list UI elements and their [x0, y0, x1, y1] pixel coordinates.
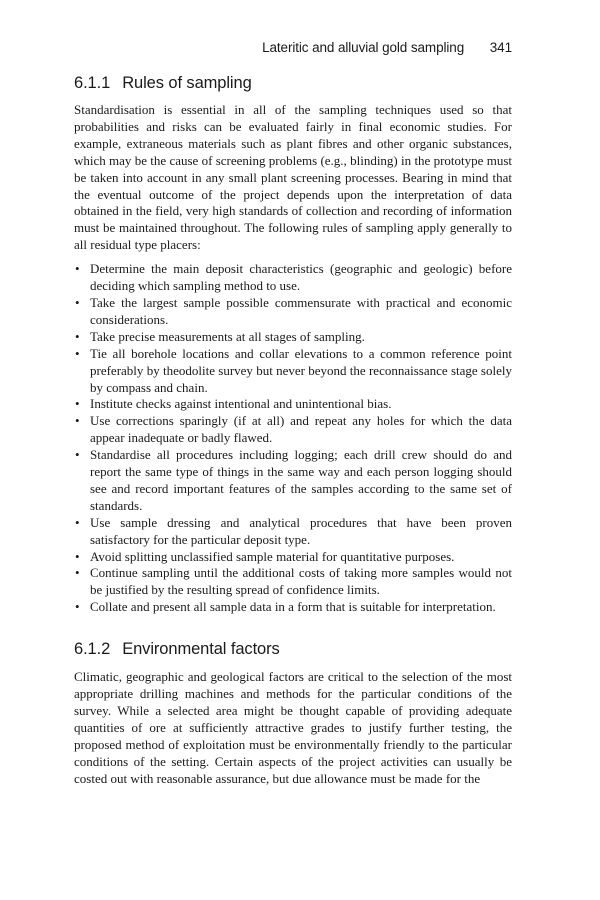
rule-text: Use sample dressing and analytical procedures that have been proven satisfactory for the particular deposit type. [90, 514, 512, 547]
bullet-icon: • [75, 261, 80, 277]
section-number: 6.1.2 [74, 640, 111, 659]
rule-item [74, 346, 512, 397]
bullet-icon: • [75, 548, 80, 564]
bullet-icon: • [75, 345, 80, 361]
bullet-icon: • [75, 514, 80, 530]
rule-item [74, 515, 512, 549]
page-content [74, 72, 512, 788]
bullet-icon: • [75, 413, 80, 429]
bullet-icon: • [75, 328, 80, 344]
rule-item [74, 261, 512, 295]
section-number: 6.1.1 [74, 74, 111, 92]
section-title: Environmental factors [122, 640, 280, 659]
rule-text: Use corrections sparingly (if at all) and repeat any holes for which the data appear inadequate or badly flawed. [90, 413, 512, 446]
rule-text: Institute checks against intentional and unintentional bias. [90, 396, 392, 412]
section-title: Rules of sampling [122, 74, 252, 92]
rule-item [74, 565, 512, 599]
rule-item [74, 396, 512, 413]
rule-item [74, 549, 512, 566]
rule-text: Take precise measurements at all stages of sampling. [90, 328, 365, 344]
rule-text: Avoid splitting unclassified sample material for quantitative purposes. [90, 548, 455, 564]
rule-text: Continue sampling until the additional costs of taking more samples would not be justified by the resulting spread of confidence limits. [90, 565, 512, 598]
section-heading-rules [74, 72, 512, 94]
bullet-icon: • [75, 447, 80, 463]
bullet-icon: • [75, 396, 80, 412]
rule-text: Collate and present all sample data in a form that is suitable for interpretation. [90, 599, 496, 615]
rule-item [74, 413, 512, 447]
environmental-paragraph: Climatic, geographic and geological factors are critical to the selection of the most appropriate drilling machines and methods for the particular conditions of the survey. While a selected area might be thought capable of providing adequate quantities of ore at sufficiently attractive grades to justify further testing, the proposed method of exploitation must be environmentally friendly to the particular conditions of the setting. Certain aspects of the project activities can usually be costed out with reasonable assurance, but due allowance must be made for the [74, 669, 512, 786]
rule-text: Determine the main deposit characteristics (geographic and geologic) before deciding which sampling method to use. [90, 261, 512, 294]
running-head-title: Lateritic and alluvial gold sampling [262, 40, 465, 55]
rule-text: Take the largest sample possible commensurate with practical and economic considerations. [90, 294, 512, 327]
rule-item [74, 447, 512, 515]
bullet-icon: • [75, 565, 80, 581]
running-head [74, 40, 512, 55]
rule-item [74, 329, 512, 346]
intro-paragraph: Standardisation is essential in all of the sampling techniques used so that probabilities and risks can be evaluated fairly in final economic studies. For example, extraneous materials such as plant fibres and other organic substances, which may be the cause of screening problems (e.g., blinding) in the prototype must be taken into account in any small plant screening processes. Bearing in mind that the eventual outcome of the project depends upon the interpretation of data obtained in the field, very high standards of collection and recording of information must be maintained throughout. The following rules of sampling apply generally to all residual type placers: [74, 102, 512, 253]
rule-item [74, 599, 512, 616]
rule-text: Tie all borehole locations and collar elevations to a common reference point preferably by theodolite survey but never beyond the reconnaissance stage solely by compass and chain. [90, 345, 512, 395]
bullet-icon: • [75, 294, 80, 310]
section-heading-environmental [74, 638, 512, 660]
page-number: 341 [489, 40, 512, 55]
rule-text: Standardise all procedures including logging; each drill crew should do and report the same type of things in the same way and each person logging should see and record important features of the samples according to the same set of standards. [90, 447, 512, 513]
rules-list [74, 261, 512, 616]
rule-item [74, 295, 512, 329]
bullet-icon: • [75, 599, 80, 615]
